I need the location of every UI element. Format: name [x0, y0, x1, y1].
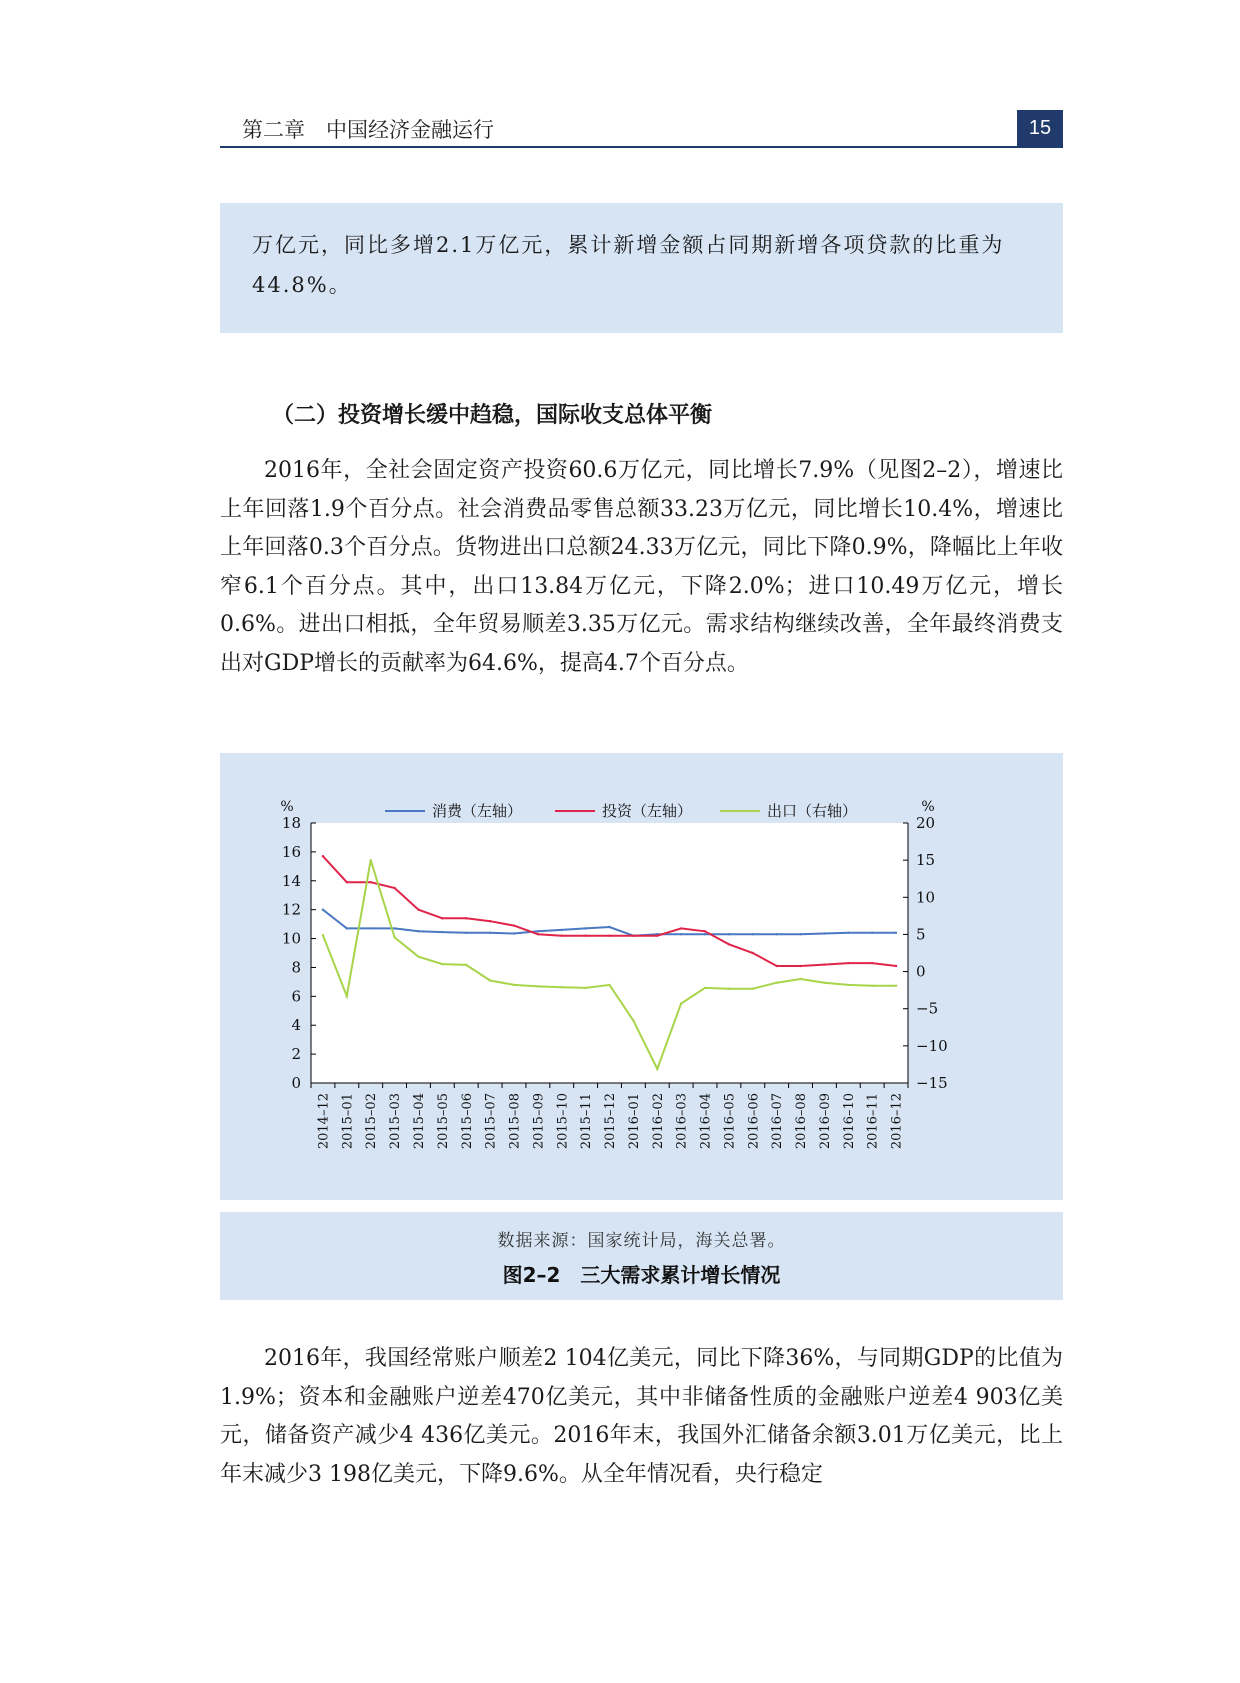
data-point [847, 984, 849, 986]
data-point [608, 984, 610, 986]
right-tick-label: −5 [916, 999, 939, 1018]
x-tick-label: 2016–08 [794, 1093, 810, 1150]
data-point [752, 933, 754, 935]
data-point [752, 987, 754, 989]
data-point [847, 932, 849, 934]
x-tick-label: 2016–06 [746, 1093, 762, 1150]
data-point [799, 978, 801, 980]
figure-caption: 图2–2 三大需求累计增长情况 [502, 1263, 781, 1287]
data-point [513, 924, 515, 926]
x-tick-label: 2015–12 [603, 1093, 619, 1150]
x-tick-label: 2016–02 [650, 1093, 666, 1150]
x-tick-label: 2016–12 [889, 1093, 905, 1150]
data-point [728, 987, 730, 989]
data-point [417, 956, 419, 958]
x-tick-label: 2014–12 [316, 1093, 332, 1150]
left-tick-label: 16 [281, 842, 301, 861]
data-point [680, 933, 682, 935]
right-axis-unit: % [921, 799, 935, 815]
left-tick-label: 14 [281, 871, 301, 890]
left-tick-label: 10 [281, 929, 301, 948]
highlight-box-text: 万亿元，同比多增2.1万亿元，累计新增金额占同期新增各项贷款的比重为44.8%。 [252, 233, 1005, 297]
left-tick-label: 18 [281, 814, 301, 832]
x-tick-label: 2015–05 [435, 1093, 451, 1150]
data-point [775, 933, 777, 935]
demand-growth-chart [220, 753, 1063, 1200]
data-point [656, 1068, 658, 1070]
data-point [775, 982, 777, 984]
data-point [441, 963, 443, 965]
left-tick-label: 2 [291, 1045, 301, 1064]
data-point [393, 927, 395, 929]
data-point [417, 908, 419, 910]
data-point [847, 962, 849, 964]
data-point [441, 917, 443, 919]
data-point [489, 920, 491, 922]
data-point [823, 932, 825, 934]
data-point [465, 932, 467, 934]
data-point [871, 962, 873, 964]
x-tick-label: 2016–10 [841, 1093, 857, 1150]
data-point [489, 979, 491, 981]
right-tick-label: 10 [916, 888, 936, 907]
x-tick-label: 2016–03 [674, 1093, 690, 1150]
data-point [370, 881, 372, 883]
data-point [561, 934, 563, 936]
data-point [680, 927, 682, 929]
figure-panel [220, 753, 1063, 1200]
x-tick-label: 2016–09 [817, 1093, 833, 1150]
body-paragraph-1: 2016年，全社会固定资产投资60.6万亿元，同比增长7.9%（见图2–2），增速比上年回落1.9个百分点。社会消费品零售总额33.23万亿元，同比增长10.4%，增速比上年回落0.3个百分点。货物进出口总额24.33万亿元，同比下降0.9%，降幅比上年收窄6.1个百分点。其中，出口13.84万亿元，下降2.0%；进口10.49万亿元，增长0.6%。进出口相抵，全年贸易顺差3.35万亿元。需求结构继续改善，全年最终消费支出对GDP增长的贡献率为64.6%，提高4.7个百分点。 [220, 458, 1063, 676]
data-point [322, 934, 324, 936]
data-point [489, 932, 491, 934]
data-point [513, 984, 515, 986]
data-point [465, 917, 467, 919]
data-point [871, 984, 873, 986]
x-tick-label: 2015–03 [388, 1093, 404, 1150]
right-tick-label: 0 [916, 962, 926, 981]
data-point [441, 931, 443, 933]
x-tick-label: 2015–10 [555, 1093, 571, 1150]
legend-label-3: 出口（右轴） [767, 802, 858, 820]
data-point [895, 965, 897, 967]
data-point [656, 934, 658, 936]
data-point [680, 1002, 682, 1004]
data-point [537, 985, 539, 987]
left-tick-label: 8 [291, 958, 301, 977]
data-point [370, 927, 372, 929]
body-paragraph-2: 2016年，我国经常账户顺差2 104亿美元，同比下降36%，与同期GDP的比值为1.9%；资本和金融账户逆差470亿美元，其中非储备性质的金融账户逆差4 903亿美元，储备资产减少4 436亿美元。2016年末，我国外汇储备余额3.01万亿美元，比上年末减少3 198亿美元，下降9.6%。从全年情况看，央行稳定 [220, 1346, 1063, 1487]
data-point [537, 933, 539, 935]
data-point [895, 932, 897, 934]
data-point [799, 965, 801, 967]
legend-label-1: 消费（左轴） [432, 802, 523, 820]
data-point [370, 859, 372, 861]
page-header [220, 110, 1063, 148]
data-point [322, 908, 324, 910]
data-point [704, 933, 706, 935]
x-tick-label: 2015–09 [531, 1093, 547, 1150]
x-tick-label: 2016–07 [770, 1093, 786, 1150]
right-tick-label: 20 [916, 814, 936, 832]
data-point [823, 963, 825, 965]
figure-source: 数据来源：国家统计局，海关总署。 [497, 1231, 786, 1251]
data-point [728, 933, 730, 935]
left-tick-label: 0 [291, 1074, 301, 1092]
data-point [393, 936, 395, 938]
x-tick-label: 2015–11 [579, 1093, 595, 1150]
data-point [417, 930, 419, 932]
left-axis-unit: % [280, 799, 294, 815]
data-point [584, 987, 586, 989]
data-point [346, 881, 348, 883]
x-tick-label: 2015–07 [483, 1093, 499, 1150]
data-point [322, 855, 324, 857]
data-point [895, 984, 897, 986]
section-heading: （二）投资增长缓中趋稳，国际收支总体平衡 [272, 403, 713, 428]
data-point [632, 1019, 634, 1021]
data-point [584, 934, 586, 936]
data-point [799, 933, 801, 935]
data-point [728, 943, 730, 945]
x-tick-label: 2015–06 [459, 1093, 475, 1150]
data-point [871, 932, 873, 934]
data-point [608, 926, 610, 928]
right-tick-label: −10 [916, 1036, 948, 1055]
figure-caption-box [220, 1212, 1063, 1300]
left-tick-label: 12 [281, 900, 301, 919]
data-point [346, 927, 348, 929]
data-point [704, 930, 706, 932]
x-tick-label: 2015–01 [340, 1093, 356, 1150]
data-point [346, 995, 348, 997]
x-tick-label: 2016–11 [865, 1093, 881, 1150]
x-tick-label: 2015–08 [507, 1093, 523, 1150]
right-tick-label: −15 [916, 1074, 948, 1092]
data-point [775, 965, 777, 967]
data-point [704, 987, 706, 989]
chart-axes [280, 799, 947, 1149]
right-tick-label: 5 [916, 925, 926, 944]
chart-legend [385, 802, 857, 820]
left-tick-label: 6 [291, 987, 301, 1006]
data-point [584, 927, 586, 929]
data-point [465, 964, 467, 966]
x-tick-label: 2015–04 [412, 1093, 428, 1150]
data-point [561, 986, 563, 988]
data-point [752, 952, 754, 954]
data-point [823, 982, 825, 984]
page-number: 15 [1017, 110, 1063, 146]
x-tick-label: 2015–02 [364, 1093, 380, 1150]
data-point [561, 929, 563, 931]
x-tick-label: 2016–01 [626, 1093, 642, 1150]
chapter-title: 第二章 中国经济金融运行 [242, 118, 494, 142]
right-tick-label: 15 [916, 851, 936, 870]
data-point [513, 932, 515, 934]
left-tick-label: 4 [291, 1016, 301, 1035]
highlight-box [220, 203, 1063, 333]
data-point [632, 934, 634, 936]
x-tick-label: 2016–05 [722, 1093, 738, 1150]
data-point [608, 934, 610, 936]
data-point [393, 887, 395, 889]
data-point [537, 930, 539, 932]
plot-area [311, 823, 908, 1083]
legend-label-2: 投资（左轴） [602, 802, 693, 820]
x-tick-label: 2016–04 [698, 1093, 714, 1150]
